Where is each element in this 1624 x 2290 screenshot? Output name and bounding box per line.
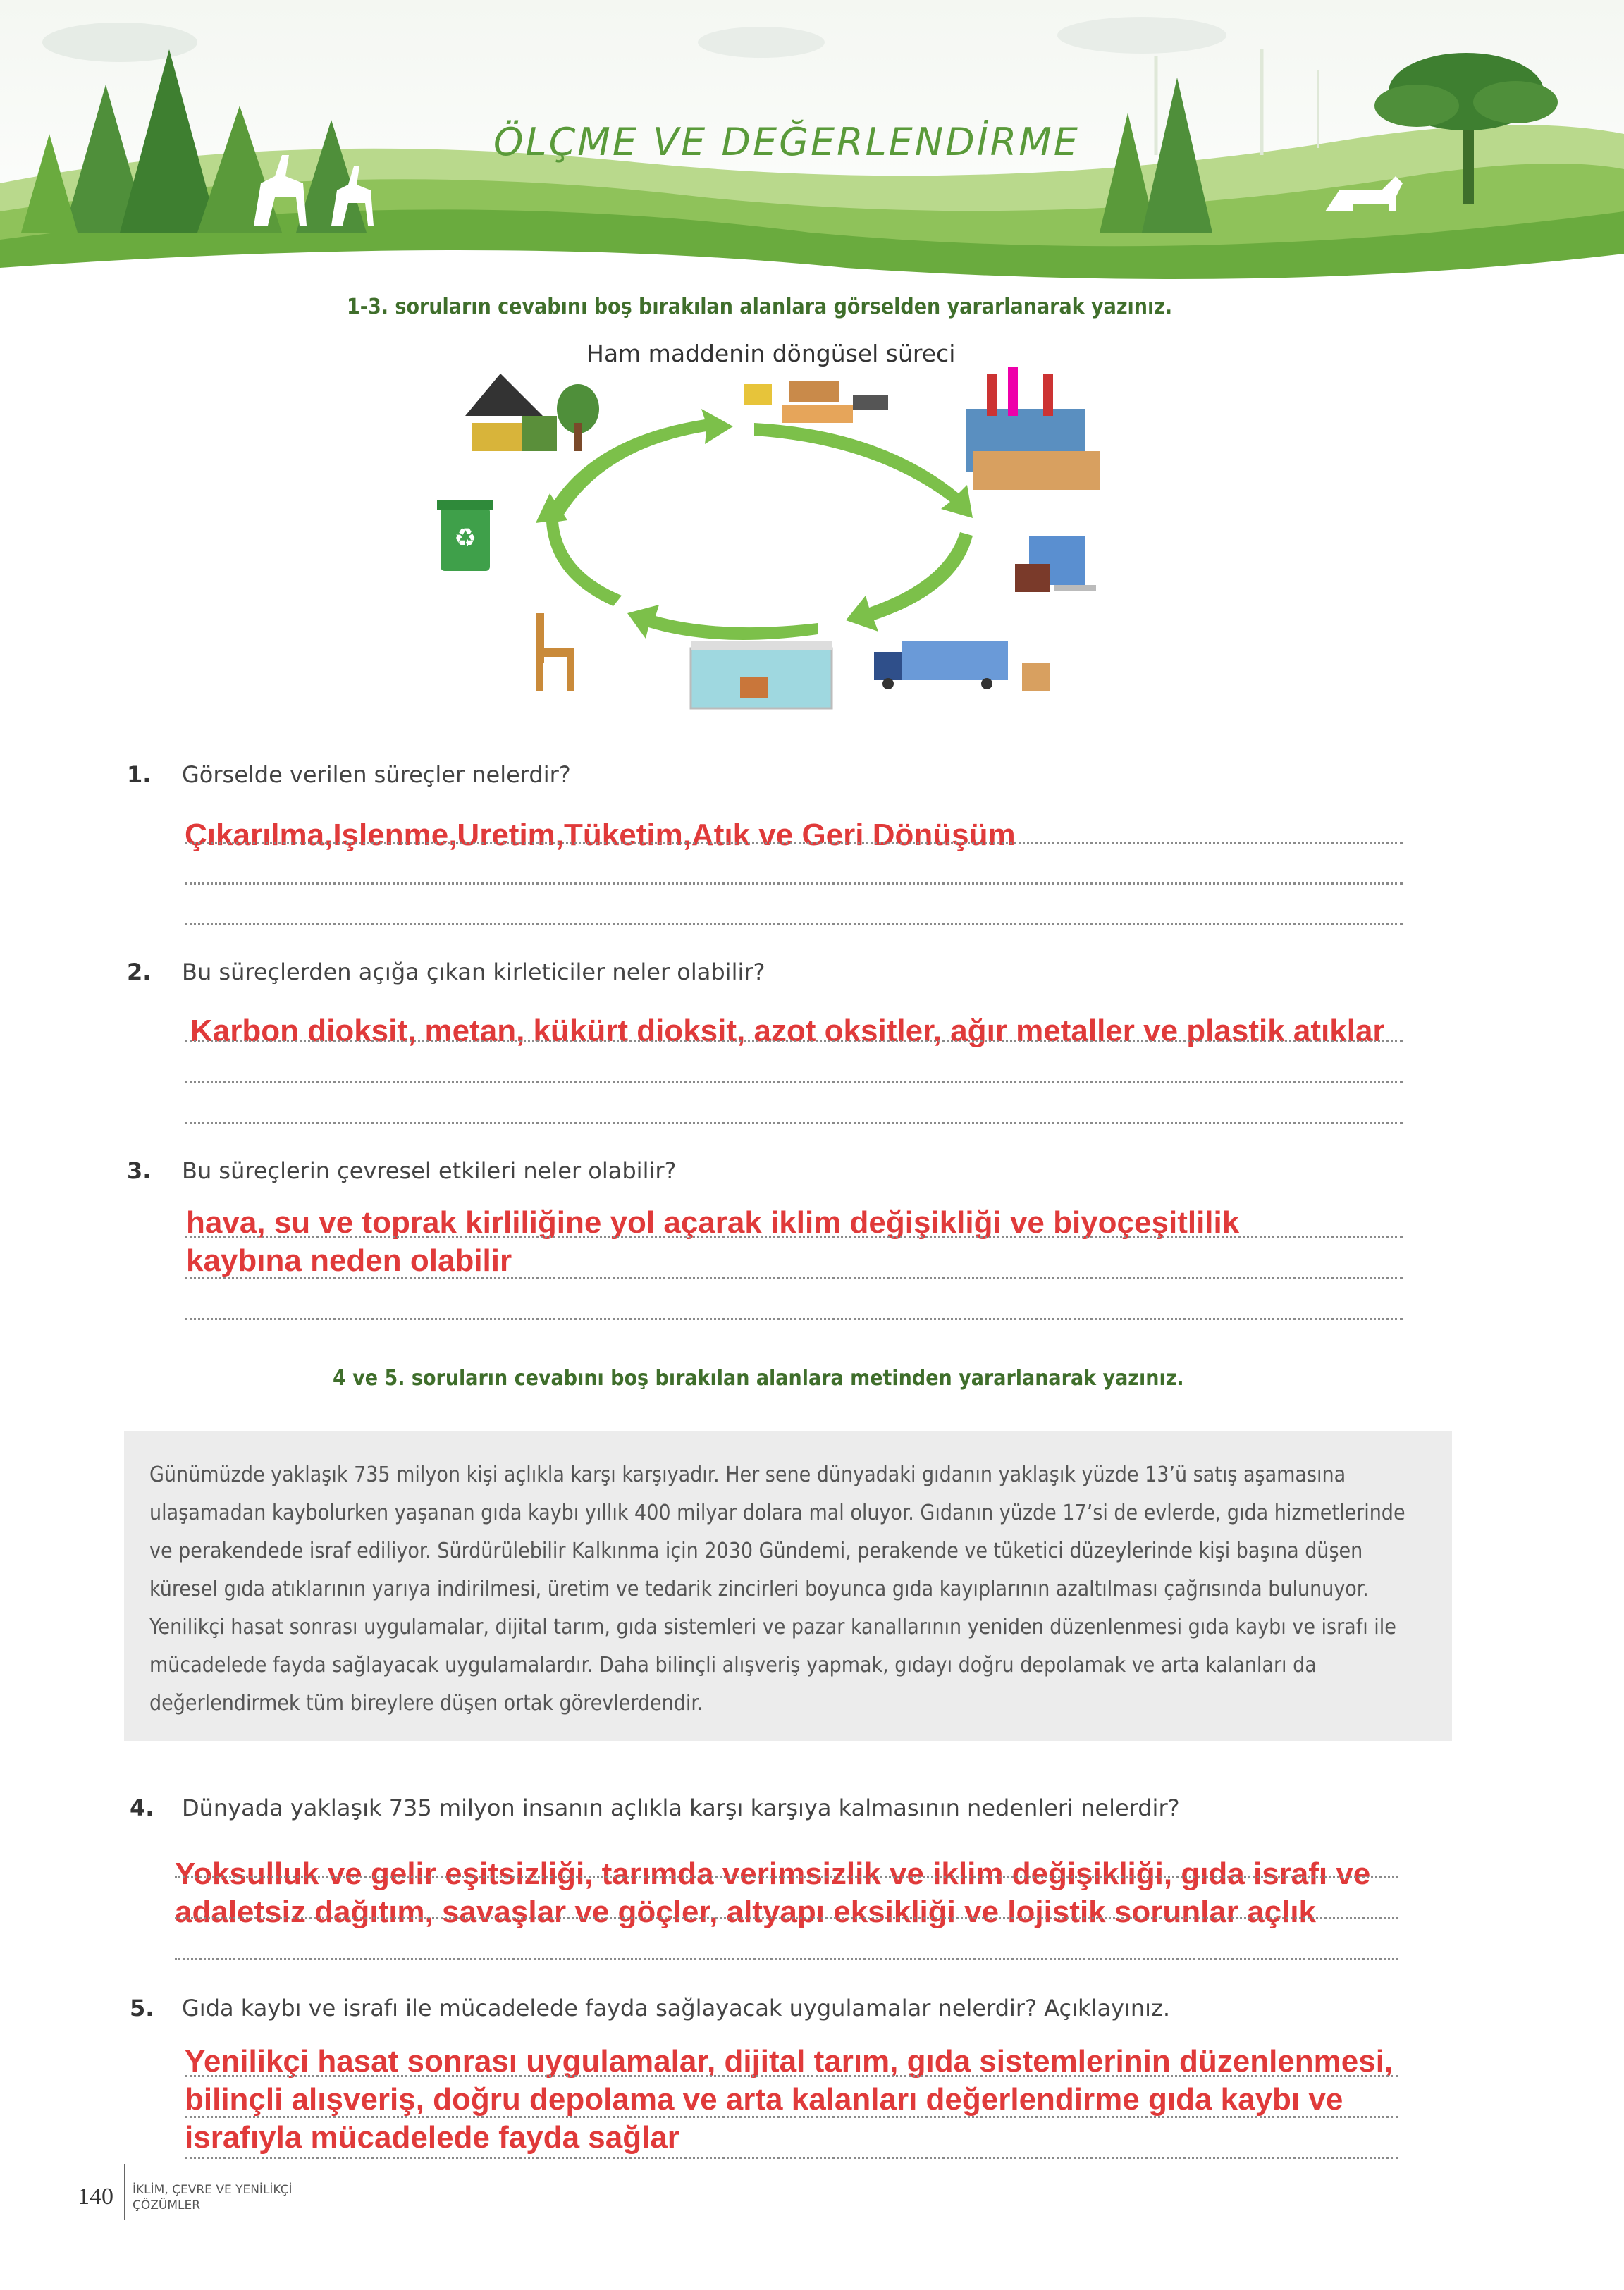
question-2 (127, 959, 765, 985)
book-title: İKLİM, ÇEVRE VE YENİLİKÇİ ÇÖZÜMLER (133, 2183, 293, 2212)
question-number: 4. (130, 1795, 154, 1821)
factory-illustration (966, 367, 1100, 490)
section2-instruction: 4 ve 5. soruların cevabını boş bırakılan alanlara metinden yararlanarak yazınız. (333, 1366, 1184, 1391)
answer-line (185, 2116, 1398, 2118)
question-5 (130, 1995, 1170, 2021)
transport-illustration (744, 381, 888, 423)
page-number: 140 (78, 2184, 113, 2210)
page-title: ÖLÇME VE DEĞERLENDİRME (493, 120, 1080, 164)
question-text: Görselde verilen süreçler nelerdir? (182, 761, 571, 788)
question-number: 2. (127, 959, 152, 985)
section1-instruction: 1-3. soruların cevabını boş bırakılan alanlara görselden yararlanarak yazınız. (347, 295, 1173, 319)
reading-passage-box (124, 1431, 1452, 1741)
question-4 (130, 1795, 1180, 1821)
recycle-bin-icon (437, 500, 493, 571)
diagram-title: Ham maddenin döngüsel süreci (586, 340, 956, 367)
svg-text:♻: ♻ (453, 524, 477, 553)
question-text: Dünyada yaklaşık 735 milyon insanın açlıkla karşı karşıya kalmasının nedenleri nelerdir? (182, 1795, 1180, 1821)
question-number: 3. (127, 1157, 152, 1184)
furniture-box-illustration (1015, 536, 1096, 592)
answer-line (185, 923, 1403, 925)
answer-3[interactable]: hava, su ve toprak kirliliğine yol açarak iklim değişikliği ve biyoçeşitlilik kaybına neden olabilir (186, 1205, 1240, 1278)
answer-line (185, 1236, 1403, 1238)
answer-2[interactable]: Karbon dioksit, metan, kükürt dioksit, azot oksitler, ağır metaller ve plastik atıklar (190, 1014, 1385, 1048)
question-3 (127, 1157, 676, 1184)
answer-line (175, 1958, 1398, 1960)
answer-line (185, 2075, 1398, 2077)
answer-line (175, 1917, 1398, 1919)
answer-line (185, 1081, 1403, 1083)
question-number: 1. (127, 761, 152, 788)
answer-line (185, 1122, 1403, 1124)
question-text: Gıda kaybı ve israfı ile mücadelede fayda sağlayacak uygulamalar nelerdir? Açıklayınız. (182, 1995, 1171, 2021)
footer-divider (124, 2164, 125, 2220)
answer-line (185, 1277, 1403, 1279)
answer-line (185, 2157, 1398, 2159)
reading-passage: Günümüzde yaklaşık 735 milyon kişi açlıkla karşı karşıyadır. Her sene dünyadaki gıdanın yaklaşık yüzde 13’ü satış aşamasına ulaşamadan kaybolurken yaşanan gıda kaybı yıllık 400 milyar dolara mal oluyor. Gıdanın yüzde 17’si de evlerde, gıda hizmetlerinde ve perakendede israf ediliyor. Sürdürülebilir Kalkınma için 2030 Gündemi, perakende ve tüketici düzeylerinde kişi başına düşen küresel gıda atıklarının yarıya indirilmesi, üretim ve tedarik zincirleri boyunca gıda kayıplarının azaltılması çağrısında bulunuyor. Yenilikçi hasat sonrası uygulamalar, dijital tarım, gıda sistemleri ve pazar kanallarının yeniden düzenlenmesi gıda kaybı ve israfı ile mücadelede fayda sağlayacak uygulamalardır. Daha bilinçli alışveriş yapmak, gıdayı doğru depolamak ve arta kalanları da değerlendirmek tüm bireylere düşen ortak görevlerdendir. (149, 1463, 1405, 1716)
question-1 (127, 761, 571, 788)
answer-line (175, 1876, 1398, 1878)
question-number: 5. (130, 1995, 154, 2021)
cycle-arrows (536, 409, 973, 640)
answer-1[interactable]: Çıkarılma,Işlenme,Uretim,Tüketim,Atık ve Geri Dönüşüm (185, 818, 1016, 852)
delivery-truck-illustration (874, 641, 1050, 691)
answer-line (185, 1318, 1403, 1320)
answer-line (185, 842, 1403, 844)
raw-material-cycle-diagram (423, 352, 1128, 719)
mining-illustration (465, 374, 599, 451)
answer-5[interactable]: Yenilikçi hasat sonrası uygulamalar, dijital tarım, gıda sistemlerinin düzenlenmesi, bilinçli alışveriş, doğru depolama ve arta kalanları değerlendirme gıda kaybı ve israfıyla mücadelede fayda sağlar (185, 2044, 1394, 2155)
answer-line (185, 882, 1403, 885)
question-text: Bu süreçlerin çevresel etkileri neler olabilir? (182, 1157, 677, 1184)
answer-4[interactable]: Yoksulluk ve gelir eşitsizliği, tarımda verimsizlik ve iklim değişikliği, gıda israfı ve adaletsiz dağıtım, savaşlar ve göçler, altyapı eksikliği ve lojistik sorunlar açlık (175, 1857, 1371, 1929)
answer-line (185, 1040, 1403, 1042)
store-illustration (691, 641, 832, 708)
question-text: Bu süreçlerden açığa çıkan kirleticiler neler olabilir? (182, 959, 765, 985)
chair-illustration (536, 613, 574, 691)
